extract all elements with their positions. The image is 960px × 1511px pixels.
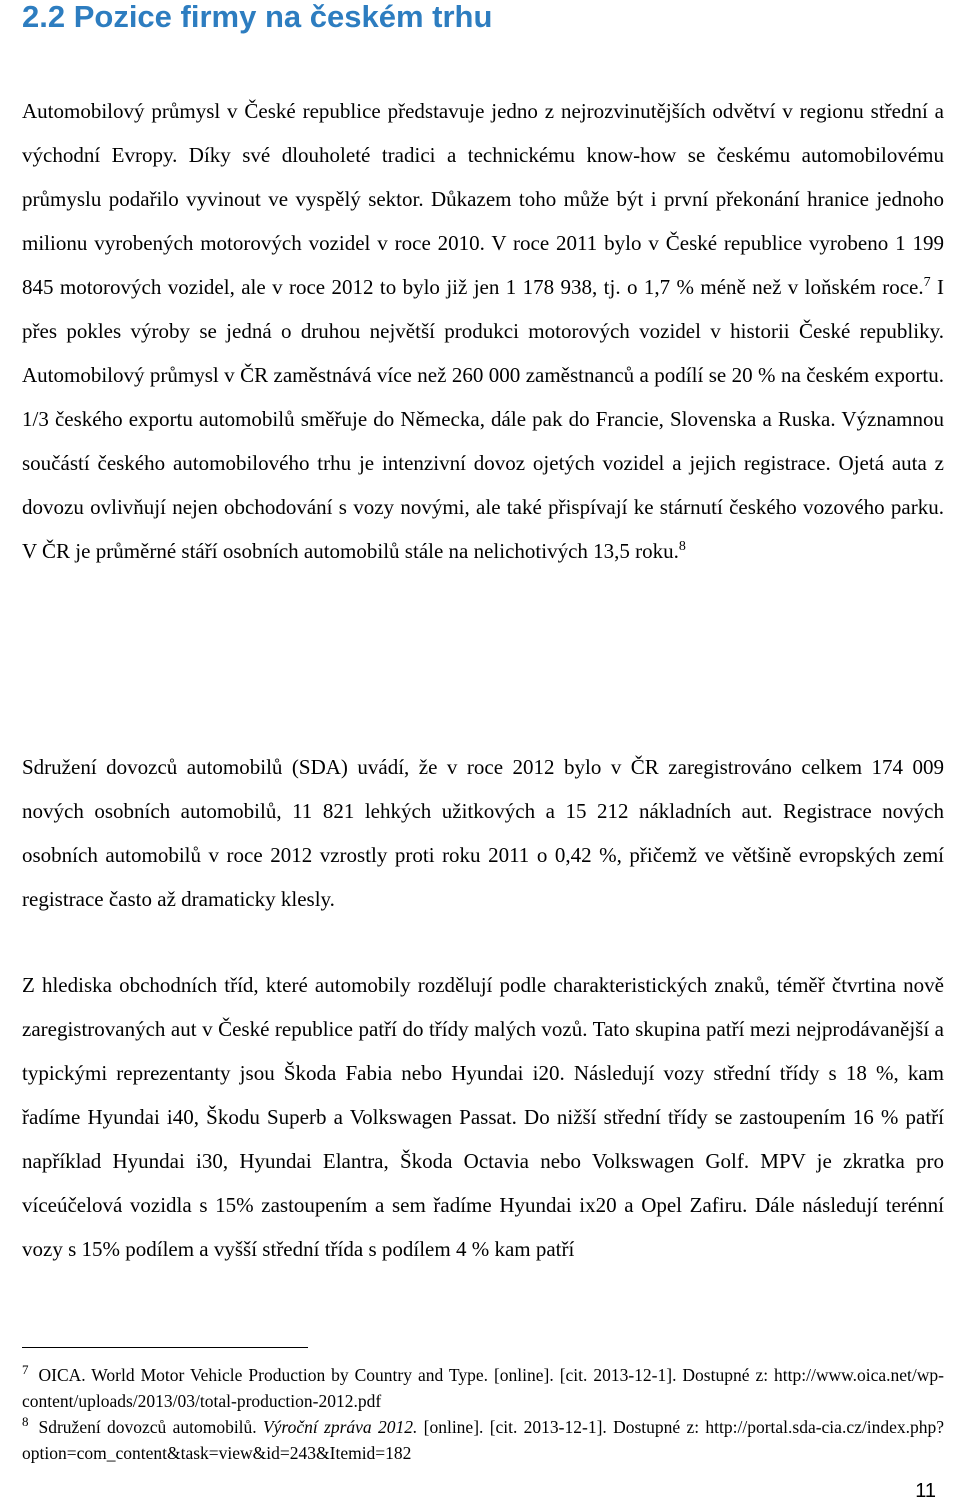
footnote-separator [22,1347,308,1348]
paragraph-1-part-1: Automobilový průmysl v České republice představuje jedno z nejrozvinutějších odvětví v regionu střední a východní Evropy. Díky své dlouholeté tradici a technickému know-how se českému automobilovému průmyslu podařilo vyvinout ve vyspělý sektor. Důkazem toho může být i první překonání hranice jednoho milionu vyrobených motorových vozidel v roce 2010. V roce 2011 bylo v České republice vyrobeno 1 199 845 motorových vozidel, ale v roce 2012 to bylo již jen 1 178 938, tj. o 1,7 % méně než v loňském roce. [22,99,944,299]
footnote-7 [22,1362,944,1414]
page-number: 11 [915,1480,936,1502]
section-heading: 2.2 Pozice firmy na českém trhu [22,0,493,34]
footnote-7-number: 7 [22,1362,29,1378]
footnote-8 [22,1414,944,1466]
paragraph-3: Z hlediska obchodních tříd, které automobily rozdělují podle charakteristických znaků, téměř čtvrtina nově zaregistrovaných aut v České republice patří do třídy malých vozů. Tato skupina patří mezi nejprodávanější a typickými reprezentanty jsou Škoda Fabia nebo Hyundai i20. Následují vozy střední třídy s 18 %, kam řadíme Hyundai i40, Škodu Superb a Volkswagen Passat. Do nižší střední třídy se zastoupením 16 % patří například Hyundai i30, Hyundai Elantra, Škoda Octavia nebo Volkswagen Golf. MPV je zkratka pro víceúčelová vozidla s 15% zastoupením a sem řadíme Hyundai ix20 a Opel Zafiru. Dále následují terénní vozy s 15% podílem a vyšší střední třída s podílem 4 % kam patří [22,973,944,1261]
paragraph-2: Sdružení dovozců automobilů (SDA) uvádí, že v roce 2012 bylo v ČR zaregistrováno celkem 174 009 nových osobních automobilů, 11 821 lehkých užitkových a 15 212 nákladních aut. Registrace nových osobních automobilů v roce 2012 vzrostly proti roku 2011 o 0,42 %, přičemž ve většině evropských zemí registrace často až dramaticky klesly. [22,755,944,911]
footnote-8-text-before: Sdružení dovozců automobilů. [38,1417,263,1437]
footnote-ref-7[interactable]: 7 [923,275,931,290]
footnote-7-text: OICA. World Motor Vehicle Production by Country and Type. [online]. [cit. 2013-12-1]. Dostupné z: http://www.oica.net/wp-content/uploads/2013/03/total-production-2012.pdf [22,1365,944,1411]
footnote-8-number: 8 [22,1414,29,1430]
paragraph-1 [22,89,944,573]
paragraph-1-part-2: I přes pokles výroby se jedná o druhou největší produkci motorových vozidel v historii České republiky. Automobilový průmysl v ČR zaměstnává více než 260 000 zaměstnanců a podílí se 20 % na českém exportu. 1/3 českého exportu automobilů směřuje do Německa, dále pak do Francie, Slovenska a Ruska. Významnou součástí českého automobilového trhu je intenzivní dovoz ojetých vozidel a jejich registrace. Ojetá auta z dovozu ovlivňují nejen obchodování s vozy novými, ale také přispívají ke stárnutí českého vozového parku. V ČR je průměrné stáří osobních automobilů stále na nelichotivých 13,5 roku. [22,275,944,563]
footnote-8-text-after: [online]. [cit. 2013-12-1]. Dostupné z: http://portal.sda-cia.cz/index.php?option=com_content&task=view&id=243&Itemid=182 [22,1417,944,1463]
footnote-ref-8[interactable]: 8 [678,539,686,554]
footnote-8-title: Výroční zpráva 2012. [262,1417,418,1437]
